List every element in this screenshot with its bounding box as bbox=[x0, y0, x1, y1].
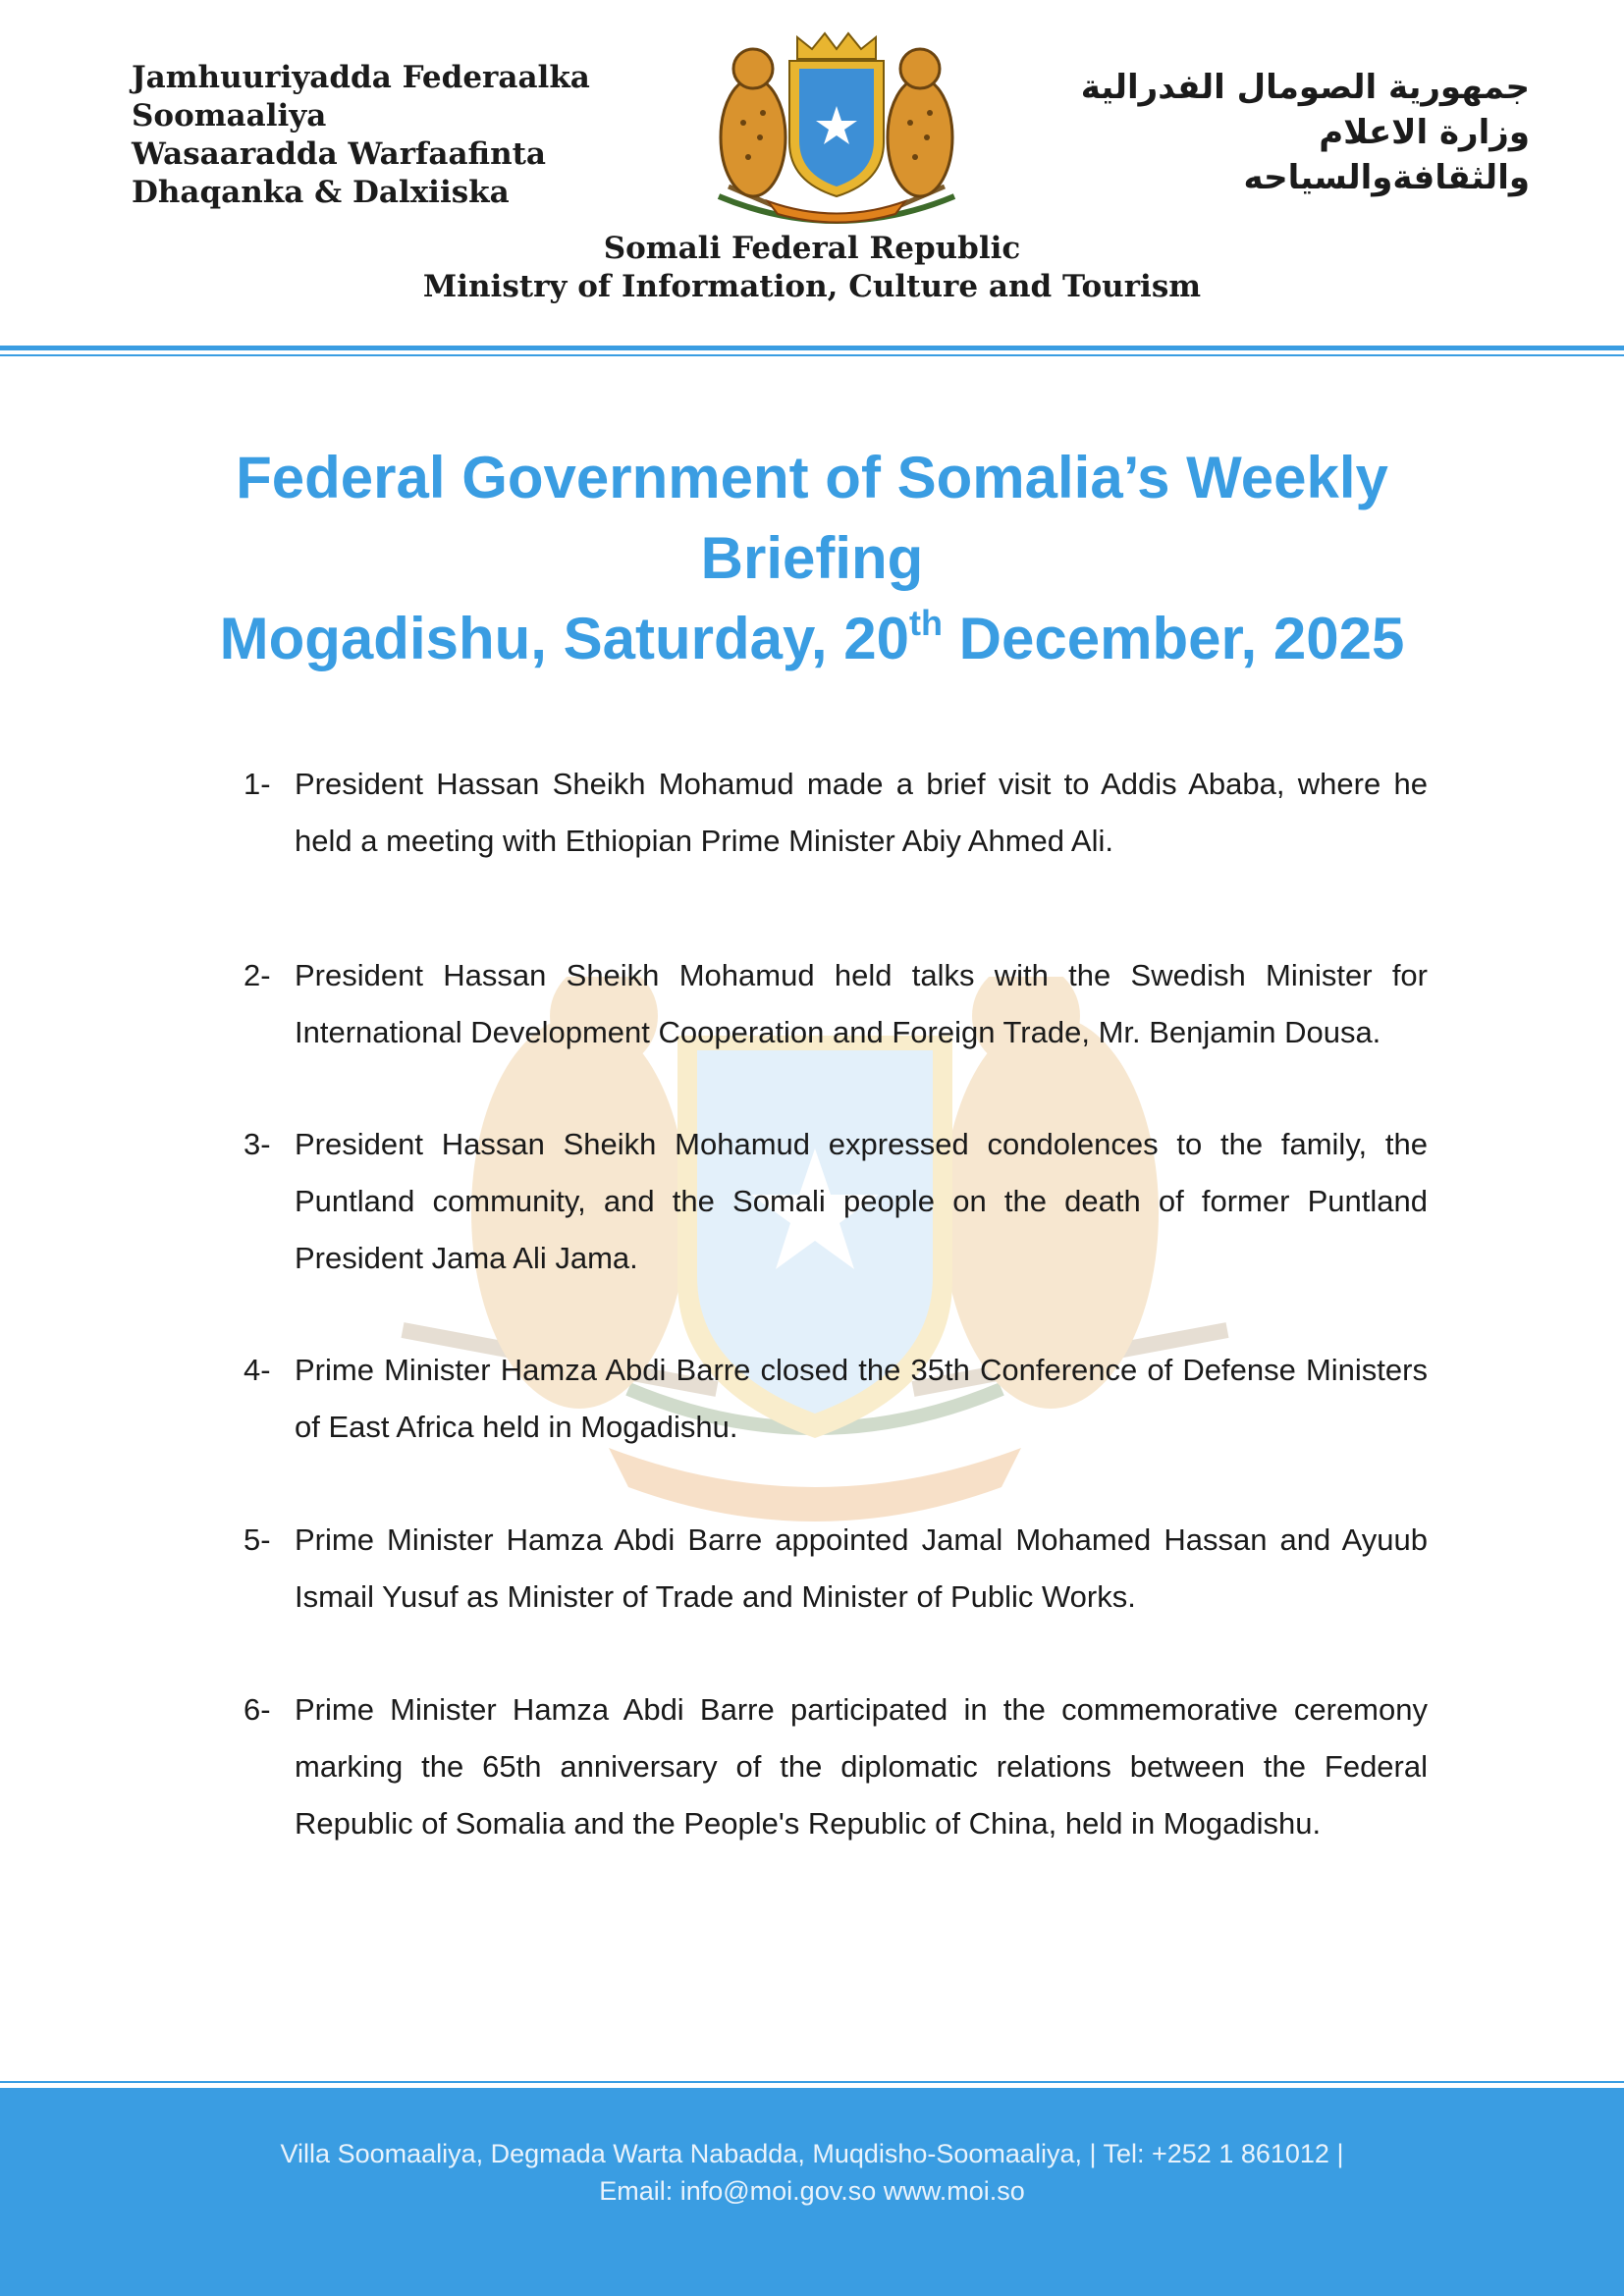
header-arabic-name bbox=[1019, 65, 1530, 200]
english-line: Somali Federal Republic bbox=[603, 231, 1021, 266]
date-prefix: Mogadishu, Saturday, 20 bbox=[219, 606, 910, 671]
somali-line: Dhaqanka & Dalxiiska bbox=[132, 175, 510, 210]
header-english-name bbox=[0, 230, 1624, 306]
list-item bbox=[244, 1342, 1428, 1456]
date-superscript: th bbox=[909, 603, 943, 643]
list-item bbox=[244, 756, 1428, 870]
list-item bbox=[244, 1512, 1428, 1626]
somalia-coat-of-arms-icon bbox=[699, 29, 974, 231]
english-line: Ministry of Information, Culture and Tourism bbox=[422, 269, 1202, 304]
item-text: Prime Minister Hamza Abdi Barre closed the 35th Conference of Defense Ministers of East Africa held in Mogadishu. bbox=[295, 1353, 1428, 1444]
footer bbox=[0, 2088, 1624, 2296]
item-number: 6- bbox=[244, 1692, 271, 1727]
footer-contact: Email: info@moi.gov.so www.moi.so bbox=[599, 2176, 1025, 2206]
somali-line: Soomaaliya bbox=[132, 98, 327, 133]
item-text: Prime Minister Hamza Abdi Barre appointed Jamal Mohamed Hassan and Ayuub Ismail Yusuf as Minister of Trade and Minister of Public Works. bbox=[295, 1522, 1428, 1614]
date-suffix: December, 2025 bbox=[943, 606, 1405, 671]
page-title bbox=[108, 438, 1516, 679]
briefing-list bbox=[244, 756, 1428, 1852]
item-number: 4- bbox=[244, 1353, 271, 1387]
header-divider bbox=[0, 346, 1624, 350]
item-number: 5- bbox=[244, 1522, 271, 1557]
footer-address: Villa Soomaaliya, Degmada Warta Nabadda, Muqdisho-Soomaaliya, | Tel: +252 1 861012 | bbox=[280, 2139, 1344, 2168]
arabic-line: وزارة الاعلام bbox=[1319, 113, 1530, 152]
list-item bbox=[244, 1682, 1428, 1852]
list-item bbox=[244, 947, 1428, 1061]
item-number: 1- bbox=[244, 767, 271, 801]
item-number: 3- bbox=[244, 1127, 271, 1161]
somali-line: Wasaaradda Warfaafinta bbox=[132, 136, 547, 172]
item-text: Prime Minister Hamza Abdi Barre participated in the commemorative ceremony marking the 65th anniversary of the diplomatic relations between the Federal Republic of Somalia and the People's Republic of China, held in Mogadishu. bbox=[295, 1692, 1428, 1841]
footer-divider bbox=[0, 2081, 1624, 2083]
arabic-line: جمهورية الصومال الفدرالية bbox=[1080, 68, 1530, 107]
item-text: President Hassan Sheikh Mohamud made a brief visit to Addis Ababa, where he held a meeting with Ethiopian Prime Minister Abiy Ahmed Ali. bbox=[295, 767, 1428, 858]
list-item bbox=[244, 1116, 1428, 1287]
somali-line: Jamhuuriyadda Federaalka bbox=[132, 60, 590, 95]
title-line: Federal Government of Somalia’s Weekly bbox=[236, 445, 1388, 510]
item-text: President Hassan Sheikh Mohamud held talks with the Swedish Minister for International Development Cooperation and Foreign Trade, Mr. Benjamin Dousa. bbox=[295, 958, 1428, 1049]
header-divider-thin bbox=[0, 354, 1624, 356]
title-line: Briefing bbox=[700, 525, 924, 591]
title-date bbox=[108, 599, 1516, 679]
arabic-line: والثقافةوالسياحه bbox=[1243, 158, 1530, 197]
header-somali-name bbox=[132, 59, 590, 212]
item-text: President Hassan Sheikh Mohamud expressed condolences to the family, the Puntland community, and the Somali people on the death of former Puntland President Jama Ali Jama. bbox=[295, 1127, 1428, 1275]
item-number: 2- bbox=[244, 958, 271, 992]
